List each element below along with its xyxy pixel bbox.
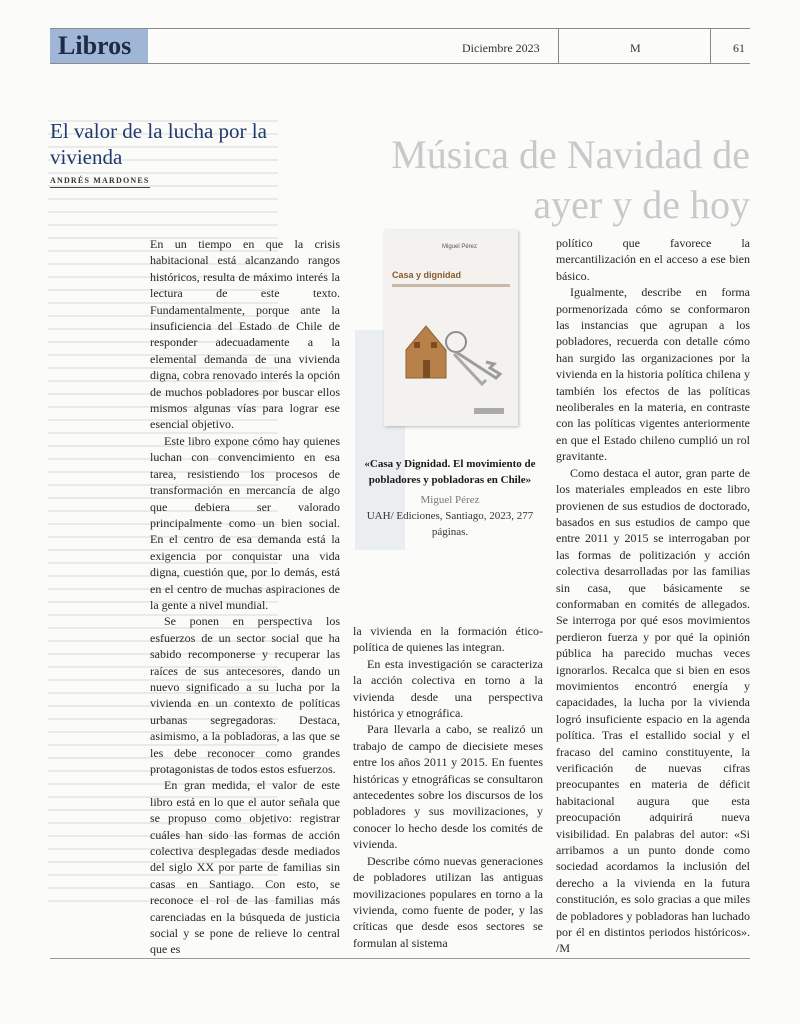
paragraph: Describe cómo nuevas generaciones de pobladores utilizan las antiguas movilizaciones populares en torno a la vivienda, como fuente de poder, y las críticas que desde esos sectores se formulan al sistema [353, 853, 543, 950]
body-column-2 [353, 623, 543, 951]
paragraph: Igualmente, describe en forma pormenorizada cómo se conformaron las instancias que agrupan a los pobladores, recuerda con detalle cómo han surgido las organizaciones por la vivienda en la historia política chilena y también los efectos de las políticas neoliberales en la materia, en contraste con las políticas vigentes anteriormente en que el Estado chileno cumplió un rol gravitante. [556, 285, 750, 464]
byline: ANDRÉS MARDONES [50, 176, 150, 188]
page-number: 61 [733, 41, 745, 55]
paragraph: político que favorece la mercantilización en el acceso a ese bien básico. [556, 236, 750, 283]
paragraph: Para llevarla a cabo, se realizó un trabajo de campo de diecisiete meses entre los años 2011 y 2015. En fuentes históricas y etnográficas se consultaron antecedentes sobre los discursos de los pobladores y sus movilizaciones, y conocer lo hecho desde los comités de vivienda. [353, 722, 543, 852]
book-cover-title: Casa y dignidad [392, 270, 462, 280]
header-divider [710, 29, 711, 63]
paragraph: En gran medida, el valor de este libro está en lo que el autor señala que se propuso como objetivo: registrar cuáles han sido las formas de acción colectiva desplegadas desde mediados del siglo XX por parte de familias sin casas en Santiago. Con esto, se reconoce el rol de las familias más carenciadas en la búsqueda de justicia social y se pone de relieve lo central que es [150, 778, 340, 957]
header-divider [558, 29, 559, 63]
bottom-rule [50, 958, 750, 959]
paragraph: Como destaca el autor, gran parte de los materiales empleados en este libro provienen de sus estudios de doctorado, basados en sus estudios de campo que entre 2011 y 2015 se interrogaban por las formas de politización y acción colectiva desarrolladas por las familias sin casa, que básicamente se conformaban en comités de allegados. Se interroga por qué esos movimientos perdieron fuerza y por qué la opinión pública ha parecido muchas veces ignorarlos. Recalca que si bien en esos movimientos encontró energía y capacidades, la lucha por la vivienda logró insuficiente espacio en la agenda política. Tras el estallido social y el fracaso del camino constituyente, la verificación de nuevas cifras preocupantes en materia de déficit habitacional augura que esta preocupación adquirirá nueva visibilidad. En palabras del autor: «Si arribamos a un punto donde como sociedad acordamos la inclusión del derecho a la vivienda en la futura constitución, es solo gracias a que miles de pobladores y pobladoras han luchado por él en distintos periodos históricos». /M [556, 465, 750, 956]
page-header [50, 28, 750, 64]
book-cover-author: Miguel Pérez [442, 244, 478, 250]
caption-author: Miguel Pérez [420, 494, 480, 506]
book-caption [360, 456, 540, 540]
magazine-mark: M [630, 41, 641, 55]
caption-title: «Casa y Dignidad. El movimiento de pobladores y pobladoras en Chile» [364, 458, 536, 486]
paragraph: Se ponen en perspectiva los esfuerzos de un sector social que ha sabido recomponerse y recuperar las raíces de sus antecesores, dando un nuevo significado a su lucha por la vivienda en un contexto de políticas urbanas segregadoras. Destaca, asimismo, a la pobladoras, a las que se les debe reconocer como grandes protagonistas de todos estos esfuerzos. [150, 614, 340, 776]
book-publisher-logo [474, 408, 504, 414]
body-column-3 [556, 235, 750, 957]
caption-publication-info: UAH/ Ediciones, Santiago, 2023, 277 páginas. [366, 510, 534, 538]
article-title: El valor de la lucha por la vivienda [50, 119, 267, 169]
body-column-1 [150, 236, 340, 958]
book-cover [384, 230, 518, 426]
issue-date: Diciembre 2023 [462, 41, 540, 55]
house-keychain-illustration [384, 230, 518, 426]
ghost-title: Música de Navidad de ayer y de hoy [391, 132, 750, 227]
paragraph: la vivienda en la formación ético-política de quienes las integran. [353, 624, 543, 655]
paragraph: En un tiempo en que la crisis habitacional está alcanzando rangos históricos, resulta de máximo interés la lectura de este texto. Fundamentalmente, porque ante la insuficiencia del Estado de Chile de responder adecuadamente a la elemental demanda de una vivienda digna, cobra renovado interés la opción de muchos pobladores por buscar ellos mismos algunas vías para lograr ese esencial objetivo. [150, 237, 340, 432]
section-title: Libros [58, 31, 132, 60]
paragraph: En esta investigación se caracteriza la acción colectiva en torno a la vivienda desde una perspectiva histórica y etnográfica. [353, 656, 543, 721]
paragraph: Este libro expone cómo hay quienes luchan con convencimiento en esa tarea, resistiendo los procesos de transformación en mercancía de algo que debiera ser valorado principalmente como un bien social. En el centro de esa demanda está la exigencia por conquistar una vida digna, cuestión que, por lo demás, está en el centro de muchas aspiraciones de la gente a nivel mundial. [150, 433, 340, 612]
